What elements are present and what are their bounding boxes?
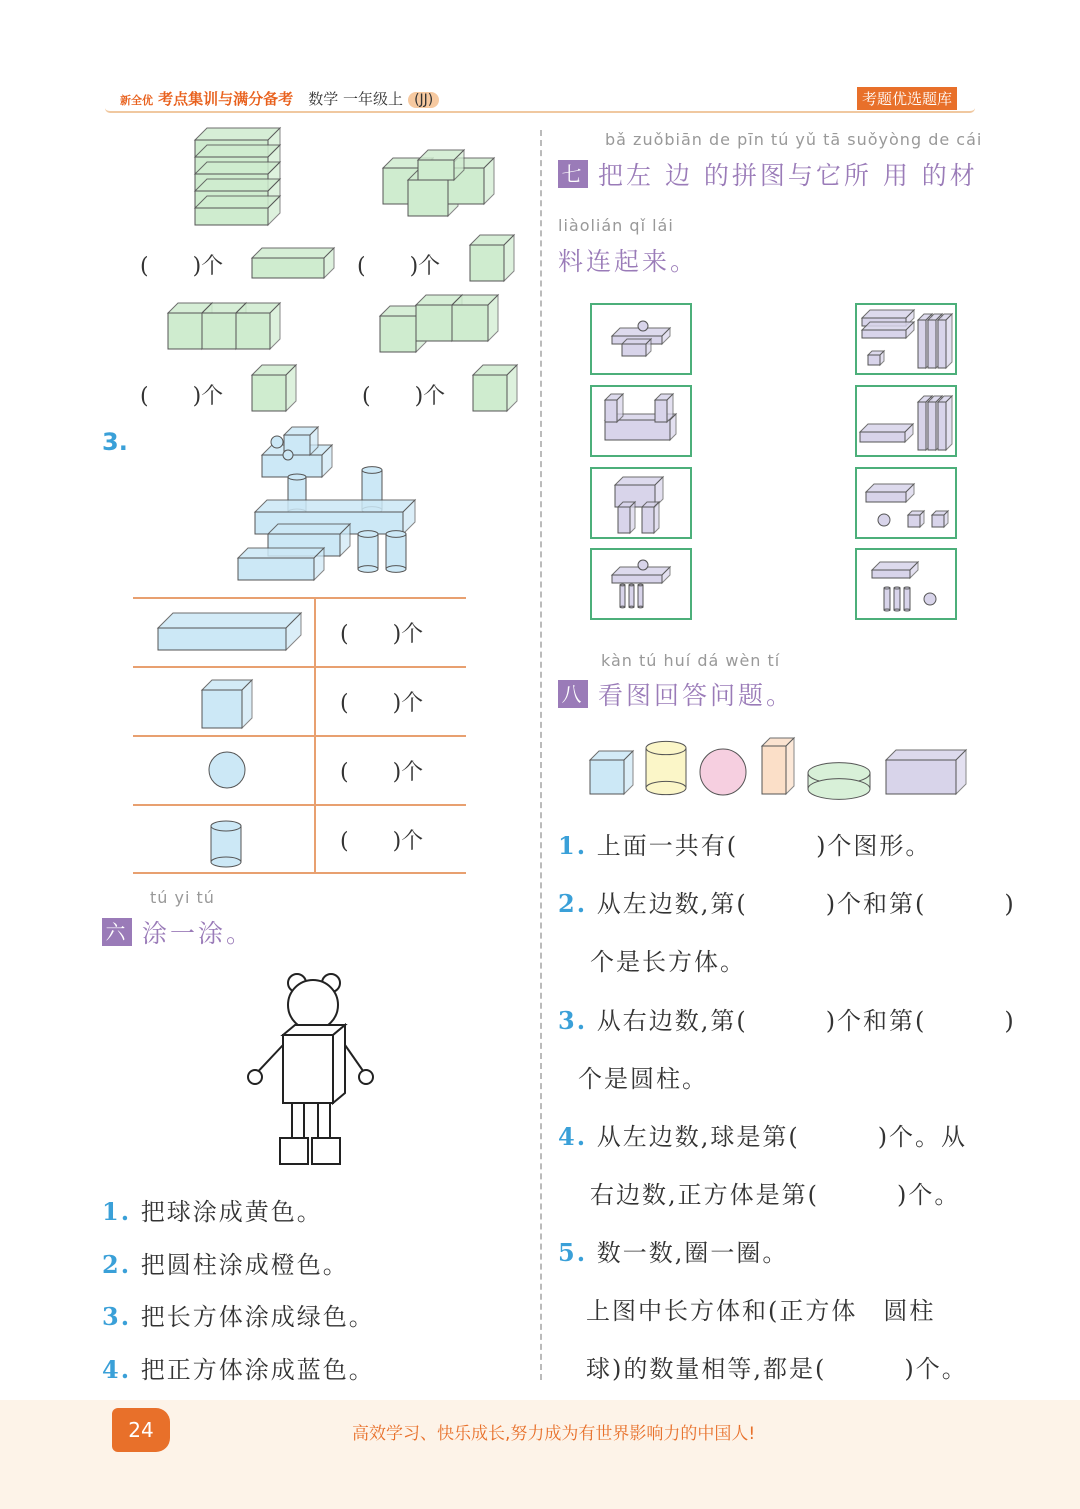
cuboid xyxy=(886,750,966,794)
table-answer: ( )个 xyxy=(340,622,424,647)
material-box[interactable] xyxy=(855,303,957,375)
item: 2. 把圆柱涂成橙色。 xyxy=(102,1250,349,1279)
cuboid xyxy=(762,738,794,794)
sphere xyxy=(700,749,746,795)
sphere xyxy=(283,450,293,460)
count-answer: ( )个 xyxy=(140,384,224,409)
material-box[interactable] xyxy=(855,548,957,620)
section7-pinyin: bǎ zuǒbiān de pīn tú yǔ tā suǒyòng de cái xyxy=(605,130,983,149)
cylinder xyxy=(808,763,870,800)
cylinder xyxy=(358,531,378,573)
section8-pinyin: kàn tú huí dá wèn tí xyxy=(601,651,781,670)
puzzle-box[interactable] xyxy=(590,467,692,539)
header-tag: 考题优选题库 xyxy=(857,87,957,110)
item: 4. 把正方体涂成蓝色。 xyxy=(102,1355,375,1384)
count-answer: ( )个 xyxy=(140,254,224,279)
sphere xyxy=(271,436,283,448)
shape-count-table xyxy=(133,597,466,873)
table-answer: ( )个 xyxy=(340,829,424,854)
block-shape xyxy=(238,548,324,580)
material-box[interactable] xyxy=(855,385,957,457)
robot-drawing xyxy=(248,974,373,1164)
section7-pinyin2: liàolián qǐ lái xyxy=(558,216,674,235)
item: 3. 把长方体涂成绿色。 xyxy=(102,1302,375,1331)
question-line: 5. 数一数,圈一圈。 xyxy=(558,1238,789,1267)
material-box[interactable] xyxy=(855,467,957,539)
block-shape xyxy=(452,295,498,341)
question-line: 球)的数量相等,都是( )个。 xyxy=(586,1355,968,1383)
brand-logo: 新全优 xyxy=(120,94,153,107)
edition-badge: (JJ) xyxy=(408,92,439,108)
series-title: 考点集训与满分备考 xyxy=(158,90,294,108)
question-line: 1. 上面一共有( )个图形。 xyxy=(558,831,932,860)
question-line: 上图中长方体和(正方体 圆柱 xyxy=(586,1297,936,1325)
question-line: 4. 从左边数,球是第( )个。从 xyxy=(558,1122,968,1151)
stack-block xyxy=(195,196,280,225)
cube-icon xyxy=(252,365,296,411)
count-answer: ( )个 xyxy=(357,254,441,279)
cube-icon xyxy=(473,365,517,411)
section6-title: 六 涂一涂。 xyxy=(102,914,254,950)
footer-slogan: 高效学习、快乐成长,努力成为有世界影响力的中国人! xyxy=(352,1424,756,1444)
puzzle-box[interactable] xyxy=(590,385,692,457)
cylinder xyxy=(646,741,686,794)
table-answer: ( )个 xyxy=(340,691,424,716)
question-line: 3. 从右边数,第( )个和第( ) xyxy=(558,1006,1016,1035)
section6-pinyin: tú yi tú xyxy=(150,888,215,907)
question-line: 右边数,正方体是第( )个。 xyxy=(590,1181,961,1209)
cube-icon xyxy=(470,235,514,281)
question-line: 个是圆柱。 xyxy=(578,1065,708,1093)
cuboid-icon xyxy=(252,248,334,278)
block-shape xyxy=(236,303,280,349)
cylinder xyxy=(386,531,406,573)
block-shape xyxy=(418,150,464,180)
puzzle-box[interactable] xyxy=(590,303,692,375)
count-answer: ( )个 xyxy=(362,384,446,409)
section7-title: 七 把左 边 的拼图与它所 用 的材 xyxy=(558,156,978,192)
question-line: 2. 从左边数,第( )个和第( ) xyxy=(558,889,1016,918)
subject: 数学 一年级上 xyxy=(308,90,403,108)
page-number: 24 xyxy=(112,1408,170,1452)
section7-title2: 料连起来。 xyxy=(558,247,699,276)
item: 1. 把球涂成黄色。 xyxy=(102,1197,323,1226)
question-line: 个是长方体。 xyxy=(590,948,746,976)
section8-title: 八 看图回答问题。 xyxy=(558,676,794,712)
cube xyxy=(590,751,633,794)
table-answer: ( )个 xyxy=(340,760,424,785)
puzzle-box[interactable] xyxy=(590,548,692,620)
question-number: 3. xyxy=(102,428,128,456)
